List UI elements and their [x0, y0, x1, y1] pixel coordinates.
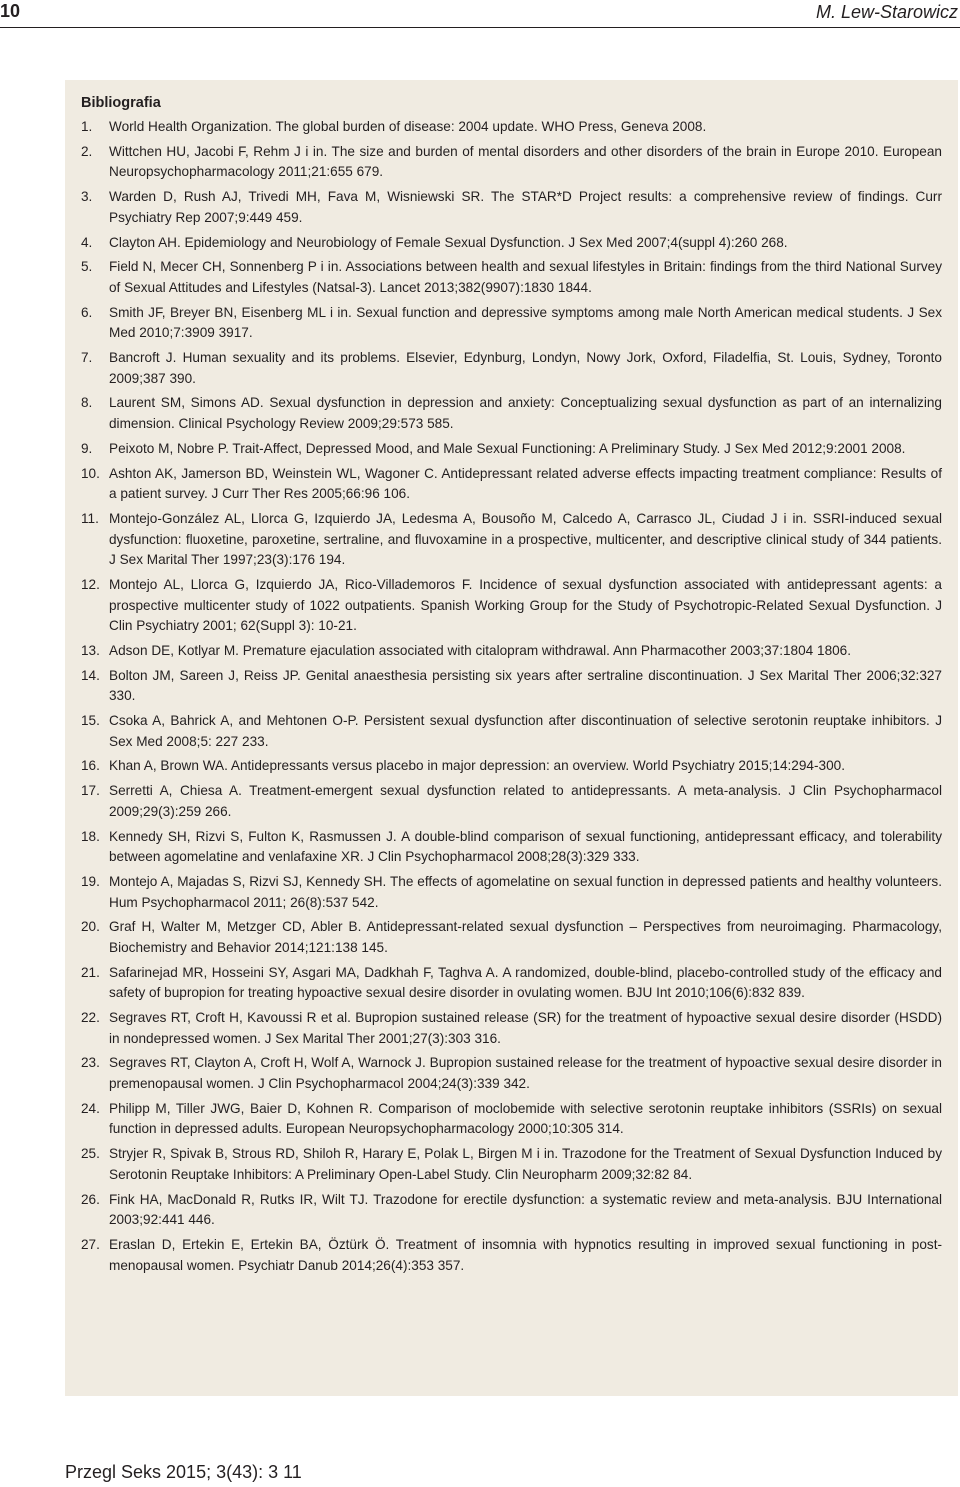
reference-number: 7.: [81, 350, 93, 366]
reference-text: Montejo AL, Llorca G, Izquierdo JA, Rico-Villademoros F. Incidence of sexual dysfunction associated with antidepressant agents: a prospective multicenter study of 1022 outpatients. Spanish Working Group for the Study of Psychotropic-Related Sexual Dysfunction. J Clin Psychiatry 2001; 62(Suppl 3): 10-21.: [109, 576, 942, 634]
reference-text: Kennedy SH, Rizvi S, Fulton K, Rasmussen J. A double-blind comparison of sexual functioning, antidepressant efficacy, and tolerability between agomelatine and venlafaxine XR. J Clin Psychopharmacol 2008;28(3):329 333.: [109, 828, 942, 865]
reference-number: 8.: [81, 395, 93, 411]
reference-item: [81, 666, 942, 707]
reference-number: 18.: [81, 828, 100, 844]
reference-text: Stryjer R, Spivak B, Strous RD, Shiloh R, Harary E, Polak L, Birgen M i in. Trazodone for the Treatment of Sexual Dysfunction Induced by Serotonin Reuptake Inhibitors: A Preliminary Open-Label Study. Clin Neuropharm 2009;32:82 84.: [109, 1146, 942, 1182]
reference-number: 6.: [81, 304, 93, 320]
reference-number: 23.: [81, 1055, 100, 1071]
reference-number: 13.: [81, 642, 100, 658]
reference-item: [81, 439, 942, 460]
page-number: 10: [0, 1, 21, 21]
reference-item: [81, 257, 942, 298]
reference-item: [81, 872, 942, 913]
reference-item: [81, 827, 942, 868]
reference-item: [81, 1144, 942, 1185]
reference-number: 5.: [81, 259, 93, 275]
reference-item: [81, 393, 942, 434]
reference-text: Montejo A, Majadas S, Rizvi SJ, Kennedy SH. The effects of agomelatine on sexual function in depressed patients and healthy volunteers. Hum Psychopharmacol 2011; 26(8):537 542.: [109, 873, 942, 910]
reference-item: [81, 233, 942, 254]
reference-number: 9.: [81, 440, 93, 456]
reference-list: [81, 117, 942, 1276]
reference-number: 25.: [81, 1146, 100, 1162]
reference-text: Eraslan D, Ertekin E, Ertekin BA, Öztürk Ö. Treatment of insomnia with hypnotics resulting in improved sexual functioning in post-menopausal women. Psychiatr Danub 2014;26(4):353 357.: [109, 1236, 942, 1273]
reference-number: 12.: [81, 576, 100, 592]
reference-text: Montejo-González AL, Llorca G, Izquierdo JA, Ledesma A, Bousoño M, Calcedo A, Carrasco JL, Ciudad J i in. SSRI-induced sexual dysfunction: fluoxetine, paroxetine, sertraline, and fluvoxamine in a prospective, multicenter, and descriptive clinical study of 344 patients. J Sex Marital Ther 1997;23(3):176 194.: [109, 510, 942, 568]
reference-item: [81, 963, 942, 1004]
reference-text: Segraves RT, Croft H, Kavoussi R et al. Bupropion sustained release (SR) for the treatment of hypoactive sexual desire disorder (HSDD) in nondepressed women. J Sex Marital Ther 2001;27(3):303 316.: [109, 1010, 942, 1046]
reference-item: [81, 1190, 942, 1231]
reference-text: Wittchen HU, Jacobi F, Rehm J i in. The size and burden of mental disorders and other disorders of the brain in Europe 2010. European Neuropsychopharmacology 2011;21:655 679.: [109, 143, 942, 180]
reference-item: [81, 756, 942, 777]
reference-text: Smith JF, Breyer BN, Eisenberg ML i in. Sexual function and depressive symptoms among male North American medical students. J Sex Med 2010;7:3909 3917.: [109, 304, 942, 341]
reference-text: Peixoto M, Nobre P. Trait-Affect, Depressed Mood, and Male Sexual Functioning: A Preliminary Study. J Sex Med 2012;9:2001 2008.: [109, 440, 906, 456]
reference-number: 2.: [81, 143, 93, 159]
reference-text: Laurent SM, Simons AD. Sexual dysfunction in depression and anxiety: Conceptualizing sexual dysfunction as part of an internalizing dimension. Clinical Psychology Review 2009;29:573 585.: [109, 395, 942, 432]
reference-item: [81, 711, 942, 752]
reference-item: [81, 303, 942, 344]
reference-text: World Health Organization. The global burden of disease: 2004 update. WHO Press, Geneva 2008.: [109, 119, 707, 134]
reference-item: [81, 348, 942, 389]
reference-number: 26.: [81, 1191, 100, 1207]
reference-text: Segraves RT, Clayton A, Croft H, Wolf A, Warnock J. Bupropion sustained release for the treatment of hypoactive sexual desire disorder in premenopausal women. J Clin Psychopharmacol 2004;24(3):339 342.: [109, 1055, 942, 1092]
reference-text: Field N, Mecer CH, Sonnenberg P i in. Associations between health and sexual lifestyles in Britain: findings from the third National Survey of Sexual Attitudes and Lifestyles (Natsal-3). Lancet 2013;382(9907):1830 1844.: [109, 259, 942, 295]
reference-text: Graf H, Walter M, Metzger CD, Abler B. Antidepressant-related sexual dysfunction – Perspectives from neuroimaging. Pharmacology, Biochemistry and Behavior 2014;121:138 145.: [109, 919, 942, 955]
reference-text: Ashton AK, Jamerson BD, Weinstein WL, Wagoner C. Antidepressant related adverse effects impacting treatment compliance: Results of a patient survey. J Curr Ther Res 2005;66:96 106.: [109, 465, 942, 502]
reference-text: Serretti A, Chiesa A. Treatment-emergent sexual dysfunction related to antidepressants. A meta-analysis. J Clin Psychopharmacol 2009;29(3):259 266.: [109, 783, 942, 819]
reference-number: 10.: [81, 465, 100, 481]
journal-citation: Przegl Seks 2015; 3(43): 3 11: [65, 1462, 302, 1482]
reference-text: Bancroft J. Human sexuality and its problems. Elsevier, Edynburg, Londyn, Nowy Jork, Oxford, Filadelfia, St. Louis, Sydney, Toronto 2009;387 390.: [109, 350, 942, 386]
reference-number: 20.: [81, 919, 100, 935]
reference-number: 16.: [81, 758, 100, 774]
reference-text: Safarinejad MR, Hosseini SY, Asgari MA, Dadkhah F, Taghva A. A randomized, double-blind, placebo-controlled study of the efficacy and safety of bupropion for treating hypoactive sexual desire disorder in ovulating women. BJU Int 2010;106(6):832 839.: [109, 964, 942, 1001]
reference-item: [81, 1235, 942, 1276]
reference-number: 17.: [81, 783, 100, 799]
reference-text: Bolton JM, Sareen J, Reiss JP. Genital anaesthesia persisting six years after sertraline discontinuation. J Sex Marital Ther 2006;32:327 330.: [109, 667, 942, 704]
reference-number: 27.: [81, 1236, 100, 1252]
reference-number: 15.: [81, 713, 100, 729]
reference-text: Khan A, Brown WA. Antidepressants versus placebo in major depression: an overview. World Psychiatry 2015;14:294-300.: [109, 758, 845, 774]
reference-number: 21.: [81, 964, 100, 980]
reference-number: 14.: [81, 667, 100, 683]
reference-item: [81, 917, 942, 958]
reference-number: 4.: [81, 234, 93, 250]
running-author: M. Lew-Starowicz: [815, 2, 958, 22]
reference-number: 3.: [81, 189, 93, 205]
reference-item: [81, 117, 942, 138]
header-rule: [0, 27, 960, 28]
bibliography-box: [65, 80, 958, 1396]
reference-item: [81, 1099, 942, 1140]
reference-item: [81, 1053, 942, 1094]
reference-text: Warden D, Rush AJ, Trivedi MH, Fava M, Wisniewski SR. The STAR*D Project results: a comprehensive review of findings. Curr Psychiatry Rep 2007;9:449 459.: [109, 189, 942, 225]
reference-number: 1.: [81, 119, 93, 134]
reference-item: [81, 464, 942, 505]
reference-number: 24.: [81, 1100, 100, 1116]
reference-item: [81, 142, 942, 183]
reference-text: Csoka A, Bahrick A, and Mehtonen O-P. Persistent sexual dysfunction after discontinuation of selective serotonin reuptake inhibitors. J Sex Med 2008;5: 227 233.: [109, 713, 942, 749]
reference-number: 11.: [81, 510, 99, 526]
reference-text: Fink HA, MacDonald R, Rutks IR, Wilt TJ. Trazodone for erectile dysfunction: a systematic review and meta-analysis. BJU International 2003;92:441 446.: [109, 1191, 942, 1228]
reference-text: Clayton AH. Epidemiology and Neurobiology of Female Sexual Dysfunction. J Sex Med 2007;4(suppl 4):260 268.: [109, 234, 788, 250]
bibliography-title: Bibliografia: [81, 95, 161, 111]
reference-item: [81, 509, 942, 571]
reference-item: [81, 187, 942, 228]
reference-item: [81, 641, 942, 662]
reference-item: [81, 1008, 942, 1049]
reference-number: 22.: [81, 1010, 100, 1026]
reference-item: [81, 781, 942, 822]
reference-item: [81, 575, 942, 637]
page-header: [0, 0, 960, 30]
reference-text: Philipp M, Tiller JWG, Baier D, Kohnen R. Comparison of moclobemide with selective serotonin reuptake inhibitors (SSRIs) on sexual function in depressed adults. European Neuropsychopharmacology 2000;10:305 314.: [109, 1100, 942, 1137]
reference-number: 19.: [81, 873, 100, 889]
reference-text: Adson DE, Kotlyar M. Premature ejaculation associated with citalopram withdrawal. Ann Pharmacother 2003;37:1804 1806.: [109, 642, 852, 658]
